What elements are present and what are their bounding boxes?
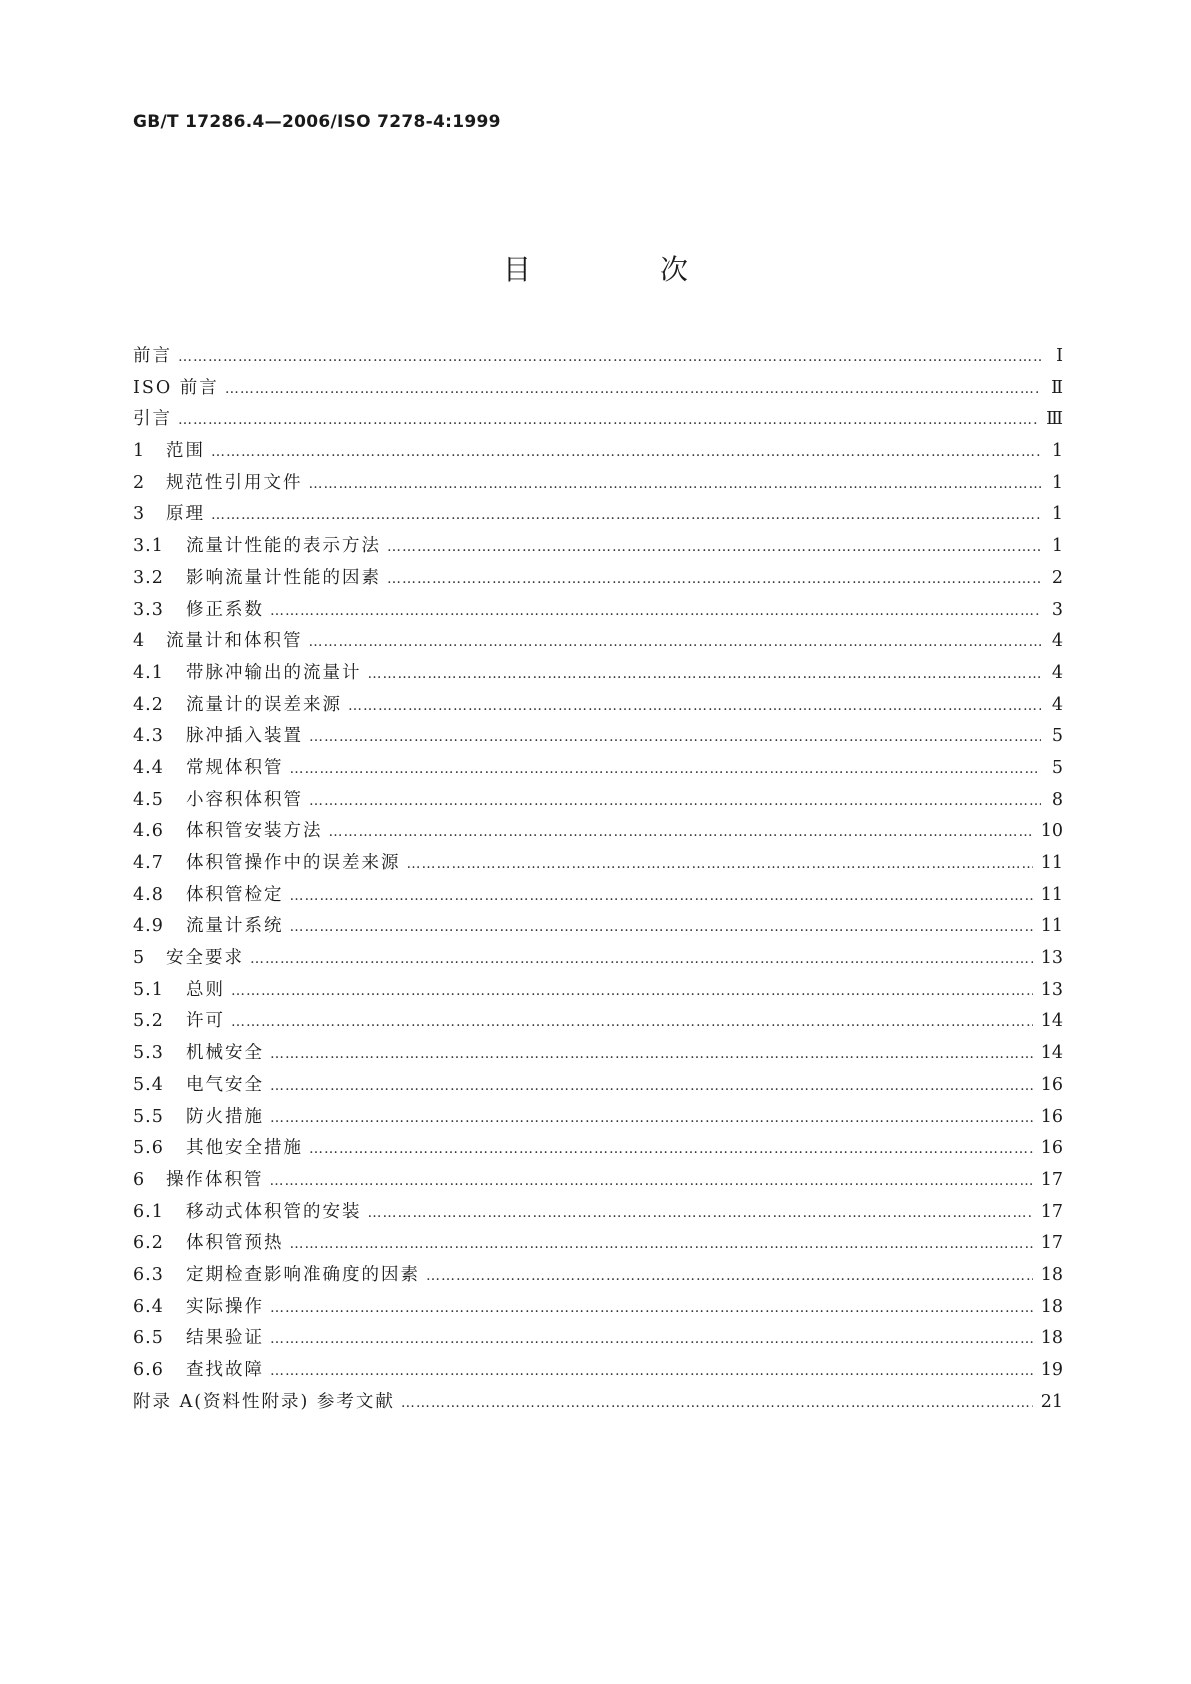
toc-entry-label: 安全要求 (166, 948, 244, 969)
toc-entry[interactable] (133, 1356, 1063, 1388)
toc-entry-label: 体积管操作中的误差来源 (186, 853, 401, 873)
toc-entry-label: 结果验证 (186, 1328, 264, 1349)
toc-entry-label: 引言 (133, 409, 172, 430)
toc-entry-number: 2 (133, 472, 146, 493)
toc-entry-label: 体积管预热 (186, 1233, 284, 1254)
toc-entry-page: Ⅰ (1056, 346, 1063, 366)
toc-leader-dots (309, 1141, 1033, 1157)
toc-leader-dots (270, 1363, 1033, 1379)
toc-leader-dots (270, 1046, 1033, 1062)
toc-entry[interactable] (133, 342, 1063, 374)
toc-entry-label: 前言 (133, 346, 172, 366)
toc-leader-dots (387, 539, 1041, 555)
toc-entry[interactable] (133, 1198, 1063, 1230)
toc-entry-number: 6.1 (133, 1201, 164, 1222)
toc-entry-label: 体积管安装方法 (186, 821, 323, 842)
toc-entry-page: 2 (1051, 567, 1063, 588)
toc-entry-page: 17 (1040, 1169, 1063, 1190)
toc-entry-page: 1 (1051, 472, 1063, 493)
toc-leader-dots (225, 381, 1041, 397)
toc-leader-dots (270, 603, 1041, 619)
toc-entry-page: 4 (1051, 694, 1063, 715)
toc-entry-number: 3.3 (133, 599, 164, 620)
toc-entry-label: 查找故障 (186, 1360, 264, 1380)
toc-entry-page: 1 (1051, 504, 1063, 525)
toc-entry-label: 流量计性能的表示方法 (186, 536, 381, 557)
toc-entry[interactable] (133, 1039, 1063, 1071)
toc-entry-page: Ⅱ (1051, 377, 1063, 398)
toc-entry-label: 原理 (166, 504, 205, 525)
toc-entry-number: 6.6 (133, 1360, 164, 1380)
toc-entry-number: 1 (133, 441, 146, 462)
toc-entry-page: 3 (1051, 599, 1063, 620)
toc-entry-label: 机械安全 (186, 1043, 264, 1064)
toc-entry[interactable] (133, 532, 1063, 564)
toc-entry-page: 16 (1040, 1074, 1063, 1095)
toc-entry-label: 流量计和体积管 (166, 631, 303, 652)
toc-entry[interactable] (133, 817, 1063, 849)
toc-entry[interactable] (133, 469, 1063, 501)
toc-entry-label: 实际操作 (186, 1296, 264, 1317)
toc-leader-dots (270, 1110, 1033, 1126)
toc-leader-dots (290, 761, 1042, 777)
toc-entry-number: 4.8 (133, 884, 164, 905)
table-of-contents (133, 342, 1063, 1419)
toc-entry[interactable] (133, 1166, 1063, 1198)
toc-entry-number: 6.3 (133, 1264, 164, 1285)
toc-entry-label: 移动式体积管的安装 (186, 1201, 362, 1222)
toc-entry-page: 17 (1040, 1233, 1063, 1254)
toc-leader-dots (309, 476, 1042, 492)
standard-code: GB/T 17286.4—2006/ISO 7278-4:1999 (133, 112, 501, 132)
toc-entry-page: 14 (1040, 1043, 1063, 1064)
toc-entry-page: Ⅲ (1046, 409, 1063, 430)
toc-entry[interactable] (133, 1071, 1063, 1103)
toc-entry[interactable] (133, 1103, 1063, 1135)
toc-entry-page: 16 (1040, 1106, 1063, 1127)
toc-entry-number: 5.6 (133, 1138, 164, 1159)
toc-entry-number: 5.1 (133, 979, 164, 1000)
toc-entry-label: 流量计的误差来源 (186, 694, 342, 715)
toc-leader-dots (250, 951, 1033, 967)
toc-entry[interactable] (133, 881, 1063, 913)
toc-entry[interactable] (133, 1324, 1063, 1356)
toc-entry-number: 4.4 (133, 757, 164, 778)
toc-entry[interactable] (133, 976, 1063, 1008)
toc-title: 目 次 (503, 253, 748, 286)
toc-leader-dots (290, 1236, 1033, 1252)
toc-entry-label: 总则 (186, 979, 225, 1000)
toc-entry[interactable] (133, 754, 1063, 786)
toc-entry-number: 5 (133, 948, 146, 969)
toc-leader-dots (368, 666, 1042, 682)
toc-entry-number: 4.3 (133, 726, 164, 747)
toc-leader-dots (178, 412, 1038, 428)
toc-leader-dots (401, 1395, 1033, 1411)
toc-entry-page: 11 (1040, 884, 1063, 905)
toc-entry-page: 13 (1040, 948, 1063, 969)
toc-leader-dots (387, 571, 1041, 587)
toc-entry-label: 脉冲插入装置 (186, 726, 303, 747)
toc-entry-page: 8 (1051, 789, 1063, 810)
toc-leader-dots (407, 856, 1033, 872)
toc-leader-dots (290, 919, 1033, 935)
toc-entry-label: 影响流量计性能的因素 (186, 567, 381, 588)
toc-entry-number: 3.1 (133, 536, 164, 557)
toc-entry-label: 体积管检定 (186, 884, 284, 905)
toc-entry-page: 4 (1051, 662, 1063, 683)
standard-code-header (133, 112, 501, 132)
toc-entry-label: 带脉冲输出的流量计 (186, 662, 362, 683)
toc-entry-number: 6 (133, 1169, 146, 1190)
toc-entry[interactable] (133, 944, 1063, 976)
toc-entry-label: 修正系数 (186, 599, 264, 620)
toc-leader-dots (231, 1014, 1033, 1030)
toc-entry-page: 16 (1040, 1138, 1063, 1159)
toc-entry-label: 定期检查影响准确度的因素 (186, 1264, 420, 1285)
toc-entry-label: 许可 (186, 1011, 225, 1032)
toc-leader-dots (309, 634, 1042, 650)
toc-leader-dots (309, 729, 1041, 745)
toc-entry-number: 4.7 (133, 853, 164, 873)
toc-entry-page: 21 (1040, 1391, 1063, 1412)
toc-leader-dots (211, 507, 1041, 523)
toc-entry-label: 电气安全 (186, 1074, 264, 1095)
toc-entry-label: 小容积体积管 (186, 789, 303, 810)
toc-entry[interactable] (133, 437, 1063, 469)
toc-leader-dots (270, 1300, 1033, 1316)
toc-entry[interactable] (133, 1007, 1063, 1039)
toc-entry-number: 5.3 (133, 1043, 164, 1064)
toc-entry[interactable] (133, 691, 1063, 723)
toc-leader-dots (309, 793, 1041, 809)
toc-entry[interactable] (133, 1261, 1063, 1293)
toc-entry-number: 4 (133, 631, 146, 652)
toc-entry-page: 11 (1040, 853, 1063, 873)
toc-entry-page: 10 (1040, 821, 1063, 842)
toc-entry-page: 18 (1040, 1264, 1063, 1285)
toc-leader-dots (231, 983, 1033, 999)
toc-leader-dots (348, 698, 1041, 714)
toc-entry-page: 17 (1040, 1201, 1063, 1222)
toc-entry[interactable] (133, 500, 1063, 532)
toc-entry[interactable] (133, 1293, 1063, 1325)
toc-entry-page: 14 (1040, 1011, 1063, 1032)
toc-entry-page: 5 (1051, 726, 1063, 747)
toc-entry[interactable] (133, 659, 1063, 691)
toc-entry-number: 4.5 (133, 789, 164, 810)
toc-entry-label: 防火措施 (186, 1106, 264, 1127)
toc-entry-page: 5 (1051, 757, 1063, 778)
toc-entry-label: 流量计系统 (186, 916, 284, 937)
toc-entry-number: 4.2 (133, 694, 164, 715)
toc-entry-page: 18 (1040, 1296, 1063, 1317)
toc-entry[interactable] (133, 374, 1063, 406)
toc-entry-number: 4.1 (133, 662, 164, 683)
toc-entry-number: 3 (133, 504, 146, 525)
toc-entry-label: 规范性引用文件 (166, 472, 303, 493)
toc-leader-dots (368, 1205, 1033, 1221)
toc-leader-dots (178, 349, 1041, 365)
toc-entry-page: 1 (1051, 441, 1063, 462)
toc-entry[interactable] (133, 1388, 1063, 1420)
toc-entry-number: 6.4 (133, 1296, 164, 1317)
toc-entry-number: 5.5 (133, 1106, 164, 1127)
toc-entry-label: 其他安全措施 (186, 1138, 303, 1159)
toc-leader-dots (426, 1268, 1033, 1284)
toc-entry-number: 4.6 (133, 821, 164, 842)
toc-entry[interactable] (133, 1229, 1063, 1261)
toc-entry-page: 4 (1051, 631, 1063, 652)
toc-leader-dots (270, 1331, 1033, 1347)
toc-entry[interactable] (133, 849, 1063, 881)
toc-entry-label: 操作体积管 (166, 1169, 264, 1190)
toc-entry[interactable] (133, 596, 1063, 628)
toc-entry[interactable] (133, 912, 1063, 944)
toc-entry-page: 19 (1040, 1360, 1063, 1380)
toc-leader-dots (211, 444, 1041, 460)
toc-entry[interactable] (133, 627, 1063, 659)
toc-entry[interactable] (133, 722, 1063, 754)
toc-entry-label: ISO 前言 (133, 377, 219, 398)
toc-entry-number: 4.9 (133, 916, 164, 937)
toc-entry-page: 18 (1040, 1328, 1063, 1349)
toc-entry-label: 范围 (166, 441, 205, 462)
toc-leader-dots (270, 1078, 1033, 1094)
toc-entry-number: 6.2 (133, 1233, 164, 1254)
toc-entry[interactable] (133, 1134, 1063, 1166)
toc-entry-page: 13 (1040, 979, 1063, 1000)
toc-entry-number: 5.2 (133, 1011, 164, 1032)
toc-entry-number: 5.4 (133, 1074, 164, 1095)
toc-entry-label: 附录 A(资料性附录) 参考文献 (133, 1391, 395, 1412)
toc-entry[interactable] (133, 405, 1063, 437)
toc-entry-page: 11 (1040, 916, 1063, 937)
toc-entry-number: 3.2 (133, 567, 164, 588)
toc-entry[interactable] (133, 786, 1063, 818)
toc-leader-dots (270, 1173, 1033, 1189)
toc-entry-number: 6.5 (133, 1328, 164, 1349)
toc-entry[interactable] (133, 564, 1063, 596)
toc-leader-dots (290, 888, 1033, 904)
toc-entry-page: 1 (1051, 536, 1063, 557)
toc-entry-label: 常规体积管 (186, 757, 284, 778)
toc-leader-dots (329, 824, 1033, 840)
